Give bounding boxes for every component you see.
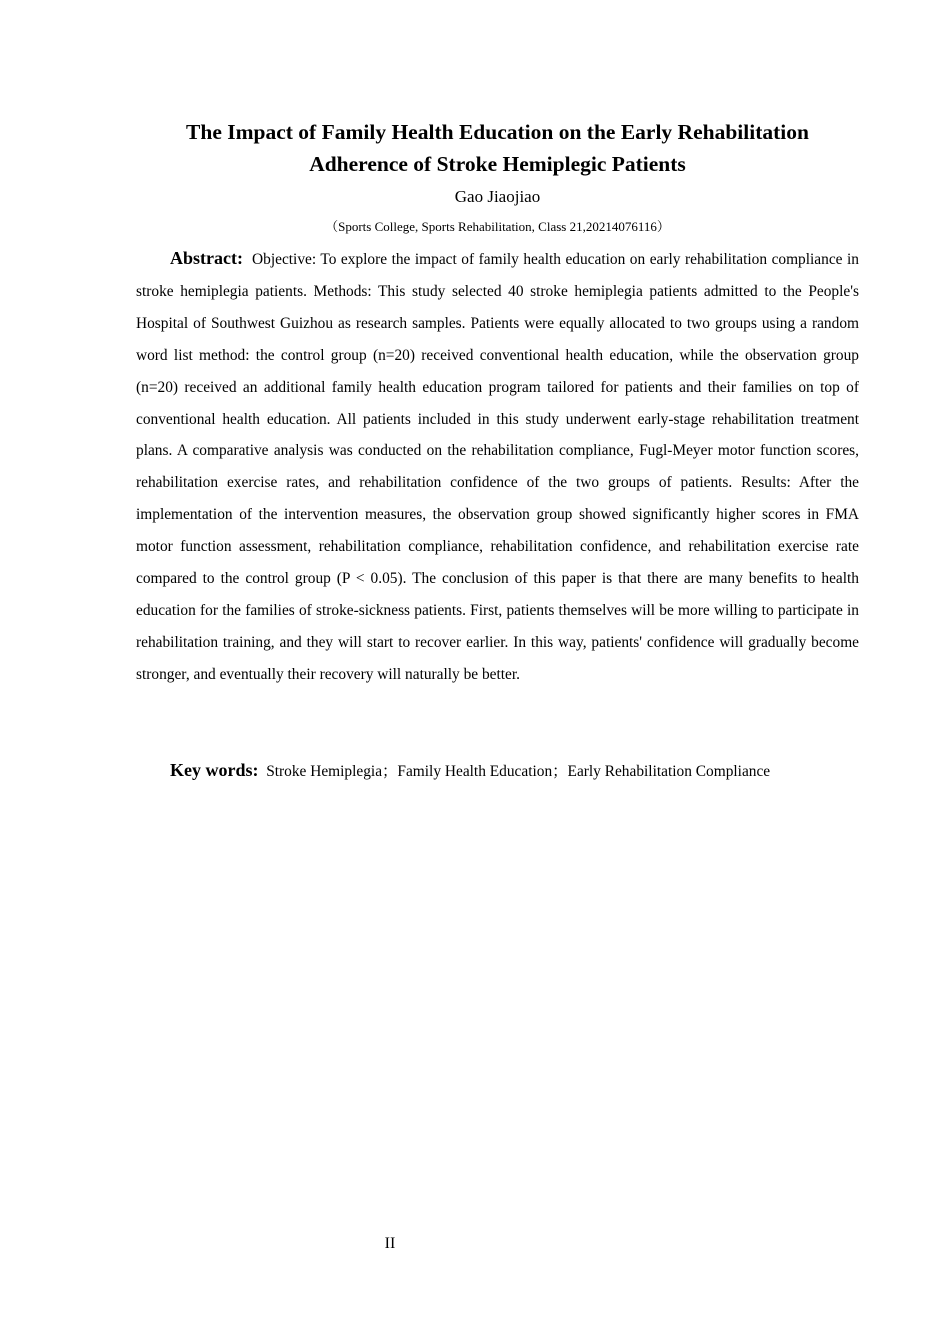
abstract-paragraph	[136, 243, 859, 691]
keywords-text: Stroke Hemiplegia；Family Health Education；Early Rehabilitation Compliance	[266, 763, 771, 780]
title-line-2: Adherence of Stroke Hemiplegic Patients	[309, 152, 686, 176]
keywords-paragraph	[136, 755, 859, 787]
abstract-text: Objective: To explore the impact of family health education on early rehabilitation compliance in stroke hemiplegia patients. Methods: This study selected 40 stroke hemiplegia patients admitted to the People's Hospital of Southwest Guizhou as research samples. Patients were equally allocated to two groups using a random word list method: the control group (n=20) received conventional health education, while the observation group (n=20) received an additional family health education program tailored for patients and their families on top of conventional health education. All patients included in this study underwent early-stage rehabilitation treatment plans. A comparative analysis was conducted on the rehabilitation compliance, Fugl-Meyer motor function scores, rehabilitation exercise rates, and rehabilitation confidence of the two groups of patients. Results: After the implementation of the intervention measures, the observation group showed significantly higher scores in FMA motor function assessment, rehabilitation compliance, rehabilitation confidence, and rehabilitation exercise rate compared to the control group (P < 0.05). The conclusion of this paper is that there are many benefits to health education for the families of stroke-sickness patients. First, patients themselves will be more willing to participate in rehabilitation training, and they will start to recover earlier. In this way, patients' confidence will gradually become stronger, and eventually their recovery will naturally be better.	[136, 251, 859, 683]
paper-title	[100, 116, 895, 180]
page-number: II	[384, 1235, 396, 1252]
keywords-label: Key words:	[170, 760, 259, 780]
author-affiliation: （Sports College, Sports Rehabilitation, Class 21,20214076116）	[325, 219, 670, 234]
title-line-1: The Impact of Family Health Education on the Early Rehabilitation	[186, 120, 809, 144]
abstract-label: Abstract:	[170, 248, 243, 268]
author-name: Gao Jiaojiao	[454, 187, 541, 206]
